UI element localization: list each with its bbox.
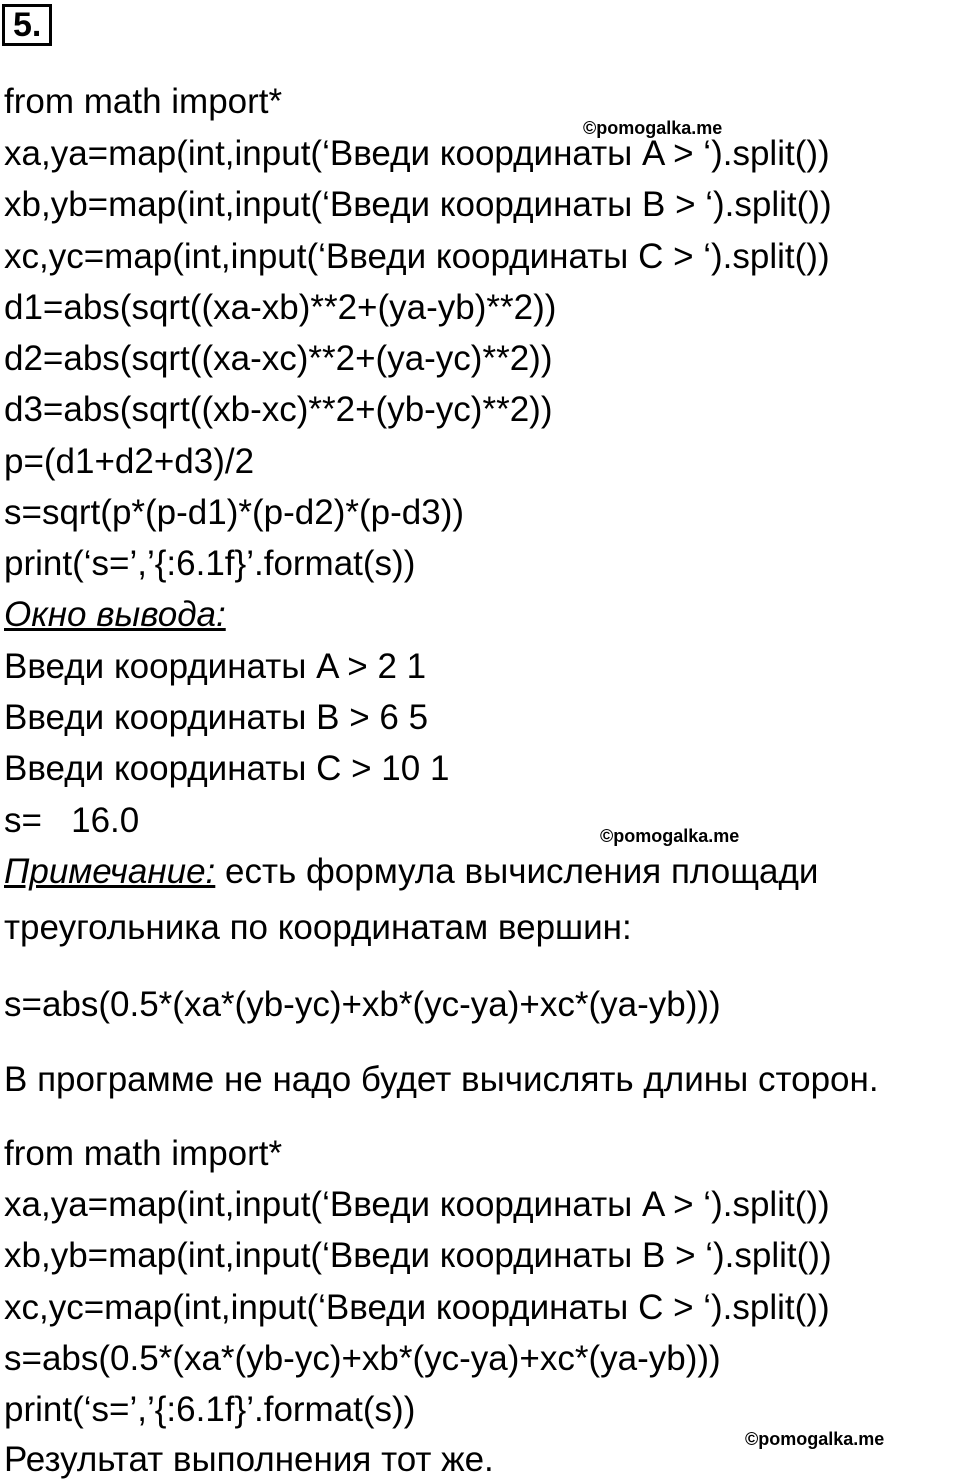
task-number-badge: 5. <box>2 4 52 46</box>
output-line: Введи координаты B > 6 5 <box>4 698 429 737</box>
code2-line: xa,ya=map(int,input(‘Введи координаты A > ‘).split()) <box>4 1185 830 1224</box>
note-text-continued: треугольника по координатам вершин: <box>4 908 632 947</box>
code1-line: d3=abs(sqrt((xb-xc)**2+(yb-yc)**2)) <box>4 390 553 429</box>
output-heading: Окно вывода: <box>4 595 226 634</box>
code1-line: print(‘s=’,’{:6.1f}’.format(s)) <box>4 544 416 583</box>
note-label: Примечание: <box>4 852 216 891</box>
code1-line: xb,yb=map(int,input(‘Введи координаты B > ‘).split()) <box>4 185 832 224</box>
code1-line: from math import* <box>4 82 283 121</box>
code1-line: d1=abs(sqrt((xa-xb)**2+(ya-yb)**2)) <box>4 288 557 327</box>
note-text: есть формула вычисления площади <box>215 852 819 891</box>
output-line: s= 16.0 <box>4 801 140 840</box>
code1-line: xa,ya=map(int,input(‘Введи координаты A > ‘).split()) <box>4 134 830 173</box>
code1-line: s=sqrt(p*(p-d1)*(p-d2)*(p-d3)) <box>4 493 465 532</box>
code2-line: s=abs(0.5*(xa*(yb-yc)+xb*(yc-ya)+xc*(ya-yb))) <box>4 1339 721 1378</box>
note-paragraph <box>4 852 818 892</box>
code2-line: print(‘s=’,’{:6.1f}’.format(s)) <box>4 1390 416 1429</box>
code2-line: from math import* <box>4 1134 283 1173</box>
explanation: В программе не надо будет вычислять длины сторон. <box>4 1060 879 1099</box>
code2-line: xc,yc=map(int,input(‘Введи координаты C > ‘).split()) <box>4 1288 830 1327</box>
output-line: Введи координаты A > 2 1 <box>4 647 427 686</box>
watermark: ©pomogalka.me <box>600 826 740 846</box>
code1-line: xc,yc=map(int,input(‘Введи координаты C > ‘).split()) <box>4 237 830 276</box>
output-line: Введи координаты C > 10 1 <box>4 749 450 788</box>
code2-line: xb,yb=map(int,input(‘Введи координаты B > ‘).split()) <box>4 1236 832 1275</box>
result-text: Результат выполнения тот же. <box>4 1440 494 1479</box>
watermark: ©pomogalka.me <box>583 118 723 138</box>
formula: s=abs(0.5*(xa*(yb-yc)+xb*(yc-ya)+xc*(ya-yb))) <box>4 985 721 1024</box>
code1-line: d2=abs(sqrt((xa-xc)**2+(ya-yc)**2)) <box>4 339 553 378</box>
watermark: ©pomogalka.me <box>745 1429 885 1449</box>
code1-line: p=(d1+d2+d3)/2 <box>4 442 255 481</box>
